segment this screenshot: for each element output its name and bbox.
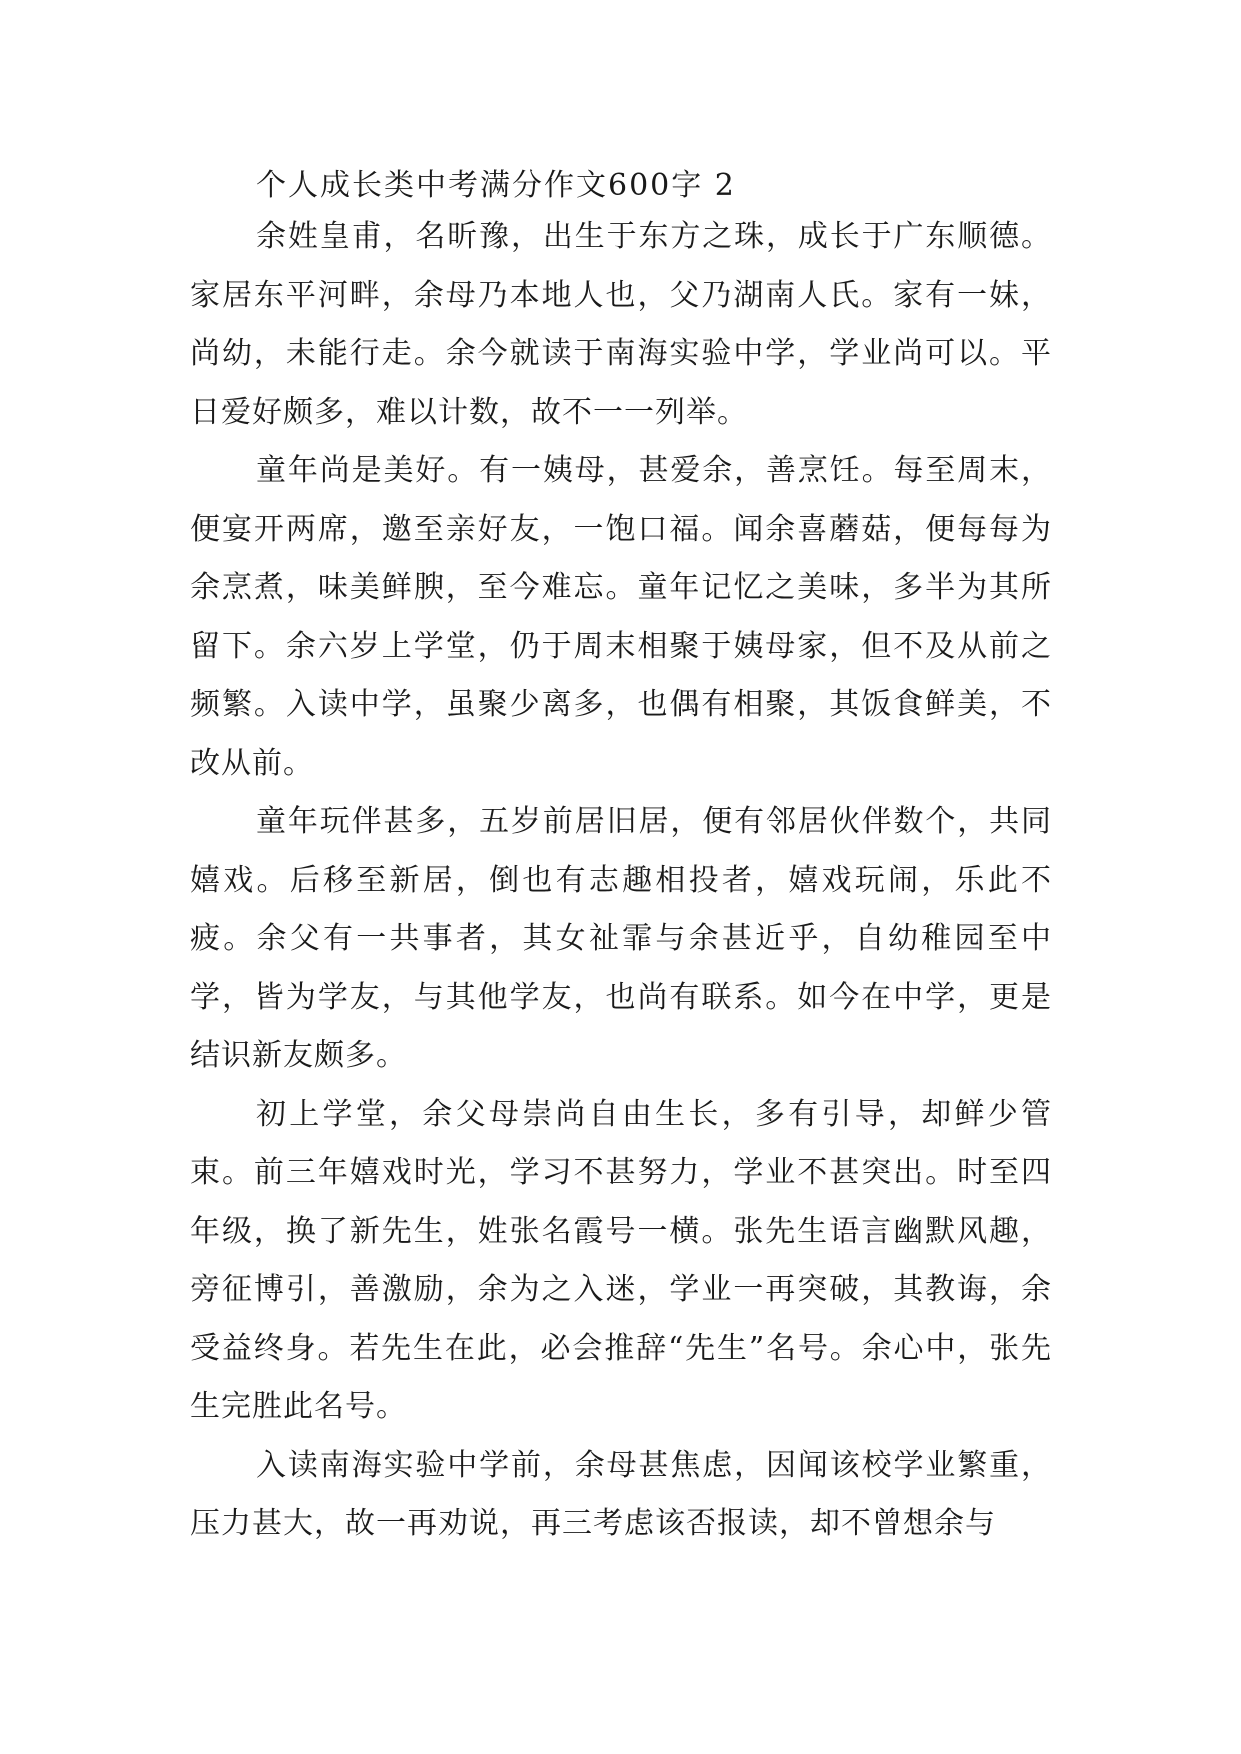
paragraph-3: 童年玩伴甚多，五岁前居旧居，便有邻居伙伴数个，共同嬉戏。后移至新居，倒也有志趣相投者，嬉戏玩闹，乐此不疲。余父有一共事者，其女祉霏与余甚近乎，自幼稚园至中学，皆为学友，与其他学友，也尚有联系。如今在中学，更是结识新友颇多。 — [190, 804, 1052, 1073]
document-title: 个人成长类中考满分作文600字 2 — [256, 168, 736, 203]
paragraph-2: 童年尚是美好。有一姨母，甚爱余，善烹饪。每至周末，便宴开两席，邀至亲好友，一饱口福。闻余喜蘑菇，便每每为余烹煮，味美鲜腴，至今难忘。童年记忆之美味，多半为其所留下。余六岁上学堂，仍于周末相聚于姨母家，但不及从前之频繁。入读中学，虽聚少离多，也偶有相聚，其饭食鲜美，不改从前。 — [190, 453, 1052, 781]
paragraph-1: 余姓皇甫，名昕豫，出生于东方之珠，成长于广东顺德。家居东平河畔，余母乃本地人也，父乃湖南人氏。家有一妹，尚幼，未能行走。余今就读于南海实验中学，学业尚可以。平日爱好颇多，难以计数，故不一一列举。 — [190, 219, 1052, 430]
paragraph-4: 初上学堂，余父母崇尚自由生长，多有引导，却鲜少管束。前三年嬉戏时光，学习不甚努力，学业不甚突出。时至四年级，换了新先生，姓张名霞号一横。张先生语言幽默风趣，旁征博引，善激励，余为之入迷，学业一再突破，其教诲，余受益终身。若先生在此，必会推辞“先生”名号。余心中，张先生完胜此名号。 — [190, 1096, 1052, 1424]
document-body — [190, 196, 1052, 1554]
paragraph-5: 入读南海实验中学前，余母甚焦虑，因闻该校学业繁重，压力甚大，故一再劝说，再三考虑该否报读，却不曾想余与 — [190, 1447, 1052, 1541]
